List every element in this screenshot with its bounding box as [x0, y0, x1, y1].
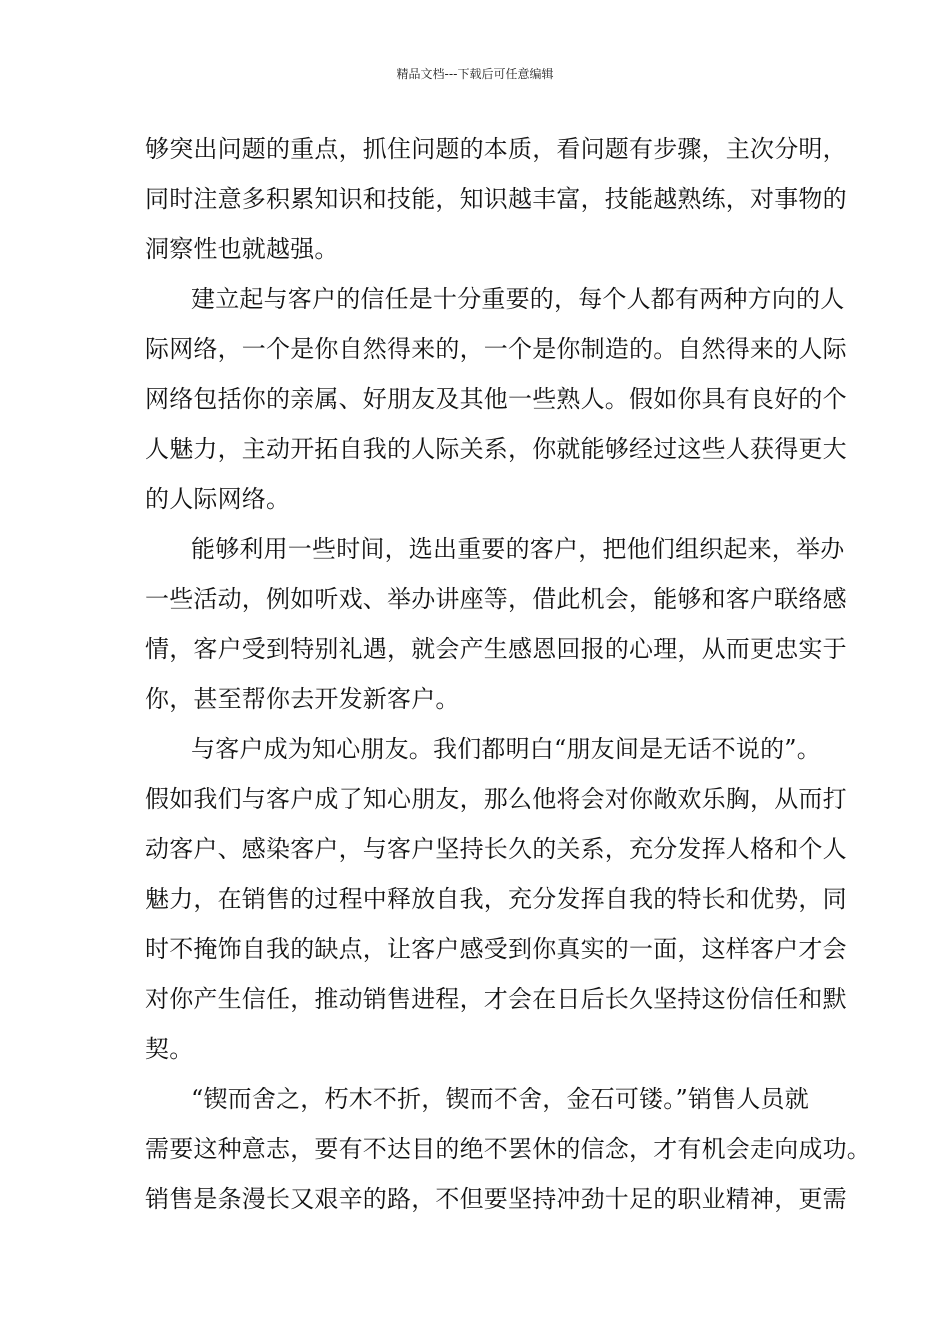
text-line: 与客户成为知心朋友。我们都明白“朋友间是无话不说的”。 [191, 735, 821, 763]
text-line: 够突出问题的重点，抓住问题的本质，看问题有步骤，主次分明， [145, 135, 847, 163]
text-line: 洞察性也就越强。 [145, 235, 339, 263]
text-line: 一些活动，例如听戏、举办讲座等，借此机会，能够和客户联络感 [145, 585, 847, 613]
text-line: 网络包括你的亲属、好朋友及其他一些熟人。假如你具有良好的个 [145, 385, 847, 413]
paragraph [145, 124, 847, 274]
text-line: 建立起与客户的信任是十分重要的，每个人都有两种方向的人 [191, 285, 845, 313]
text-line: 契。 [145, 1035, 194, 1063]
text-line: 魅力，在销售的过程中释放自我，充分发挥自我的特长和优势，同 [145, 885, 847, 913]
text-line: 对你产生信任，推动销售进程，才会在日后长久坚持这份信任和默 [145, 985, 847, 1013]
page-header: 精品文档---下载后可任意编辑 [396, 67, 554, 81]
text-line: 的人际网络。 [145, 485, 291, 513]
text-line: 能够利用一些时间，选出重要的客户，把他们组织起来，举办 [191, 535, 845, 563]
text-line: 动客户、感染客户，与客户坚持长久的关系，充分发挥人格和个人 [145, 835, 847, 863]
paragraph [145, 524, 847, 724]
text-line: 情，客户受到特别礼遇，就会产生感恩回报的心理，从而更忠实于 [145, 635, 847, 663]
text-line: 人魅力，主动开拓自我的人际关系，你就能够经过这些人获得更大 [145, 435, 847, 463]
text-line: 假如我们与客户成了知心朋友，那么他将会对你敞欢乐胸，从而打 [145, 785, 847, 813]
paragraph [145, 1074, 871, 1224]
text-line: 际网络，一个是你自然得来的，一个是你制造的。自然得来的人际 [145, 335, 847, 363]
text-line: 需要这种意志，要有不达目的绝不罢休的信念，才有机会走向成功。 [145, 1135, 871, 1163]
paragraph [145, 274, 847, 524]
document-body [145, 124, 871, 1224]
text-line: 时不掩饰自我的缺点，让客户感受到你真实的一面，这样客户才会 [145, 935, 847, 963]
text-line: “锲而舍之，朽木不折，锲而不舍，金石可镂。”销售人员就 [191, 1085, 809, 1113]
paragraph [145, 724, 847, 1074]
text-line: 销售是条漫长又艰辛的路，不但要坚持冲劲十足的职业精神，更需 [145, 1185, 847, 1213]
text-line: 你，甚至帮你去开发新客户。 [145, 685, 460, 713]
text-line: 同时注意多积累知识和技能，知识越丰富，技能越熟练，对事物的 [145, 185, 847, 213]
